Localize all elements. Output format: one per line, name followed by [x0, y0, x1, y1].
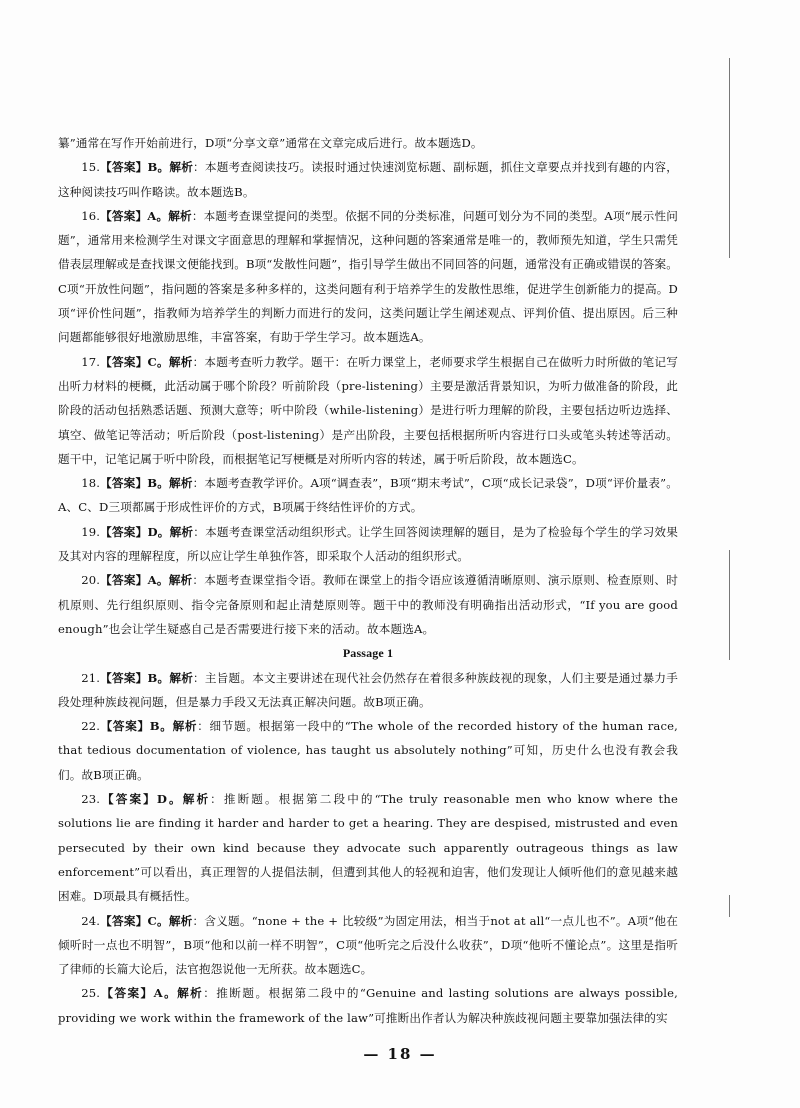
question-number: 17. — [81, 354, 101, 369]
explanation-label: 解析 — [169, 524, 194, 539]
answer-label: 【答案】 — [100, 354, 148, 369]
explanation-text: ：本题考查教学评价。A项“调查表”，B项“期末考试”，C项“成长记录袋”，D项“评价量表”。A、C、D三项都属于形成性评价的方式，B项属于终结性评价的方式。 — [58, 476, 678, 515]
answer-letter: B。 — [147, 670, 170, 685]
question-number: 25. — [81, 986, 101, 1001]
question-number: 16. — [81, 208, 101, 223]
answer-paragraph — [58, 568, 678, 641]
explanation-text: ：本题考查课堂指令语。教师在课堂上的指令语应该遵循清晰原则、演示原则、检查原则、时机原则、先行组织原则、指令完备原则和起止清楚原则等。题干中的教师没有明确指出活动形式，“If you are good enough”也会让学生疑惑自己是否需要进行接下来的活动。故本题选A。 — [58, 573, 679, 636]
answer-label: 【答案】 — [100, 160, 148, 175]
page-number: — 18 — — [363, 1045, 437, 1063]
explanation-text: ：本题考查阅读技巧。读报时通过快速浏览标题、副标题，抓住文章要点并找到有趣的内容，这种阅读技巧叫作略读。故本题选B。 — [58, 160, 679, 199]
answer-label: 【答案】 — [100, 986, 154, 1001]
answer-letter: A。 — [147, 573, 169, 588]
explanation-label: 解析 — [169, 670, 194, 685]
question-number: 18. — [81, 476, 101, 491]
answer-paragraph — [58, 787, 678, 908]
question-number: 20. — [81, 573, 101, 588]
answer-paragraph — [58, 155, 678, 204]
answer-paragraph — [58, 350, 678, 471]
question-number: 15. — [81, 160, 101, 175]
explanation-text: ：本题考查听力教学。题干：在听力课堂上，老师要求学生根据自己在做听力时所做的笔记写出听力材料的梗概，此活动属于哪个阶段？听前阶段（pre-listening）主要是激活背景知识，为听力做准备的阶段，此阶段的活动包括熟悉话题、预测大意等；听中阶段（while-listening）是进行听力理解的阶段，主要包括边听边选择、填空、做笔记等活动；听后阶段（post-listening）是产出阶段，主要包括根据所听内容进行口头或笔头转述等活动。题干中，记笔记属于听中阶段，而根据笔记写梗概是对所听内容的转述，属于听后阶段，故本题选C。 — [58, 354, 678, 466]
answer-paragraph — [58, 204, 678, 350]
explanation-label: 解析 — [172, 719, 198, 734]
answer-letter: D。 — [147, 524, 170, 539]
explanation-text: ：细节题。根据第一段中的“The whole of the recorded history of the human race, that tedious documentation of violence, has taught us absolutely nothing”可知，历史什么也没有教会我们。故B项正确。 — [58, 719, 678, 782]
margin-line-lower — [729, 895, 730, 917]
answer-letter: A。 — [147, 208, 169, 223]
explanation-label: 解析 — [168, 573, 193, 588]
explanation-text: ：本题考查课堂提问的类型。依据不同的分类标准，问题可划分为不同的类型。A项“展示性问题”，通常用来检测学生对课文字面意思的理解和掌握情况，这种问题的答案通常是唯一的，教师预先知道，学生只需凭借表层理解或是查找课文便能找到。B项“发散性问题”，指引导学生做出不同回答的问题，通常没有正确或错误的答案。C项“开放性问题”，指问题的答案是多种多样的，这类问题有利于培养学生的发散性思维，促进学生创新能力的提高。D项“评价性问题”，指教师为培养学生的判断力而进行的发问，这类问题让学生阐述观点、评判价值、提出原因。后三种问题都能够很好地激励思维，丰富答案，有助于学生学习。故本题选A。 — [58, 208, 678, 345]
question-number: 24. — [81, 913, 101, 928]
explanation-label: 解析 — [169, 476, 193, 491]
answer-letter: C。 — [147, 913, 169, 928]
explanation-text: ：推断题。根据第二段中的“The truly reasonable men who know where the solutions lie are finding it harder and harder to get a hearing. They are despised, mistrusted and even persecuted by their own kind because they advocate such apparently outrageous things as law enforcement”可以看出，真正理智的人提倡法制，但遭到其他人的轻视和迫害，他们发现让人倾听他们的意见越来越困难。D项最具有概括性。 — [58, 792, 678, 904]
explanation-text: ：推断题。根据第二段中的“Genuine and lasting solutions are always possible, providing we work within the framework of the law”可推断出作者认为解决种族歧视问题主要靠加强法律的实 — [58, 986, 678, 1025]
explanation-text: ：本题考查课堂活动组织形式。让学生回答阅读理解的题目，是为了检验每个学生的学习效果及其对内容的理解程度，所以应让学生单独作答，即采取个人活动的组织形式。 — [58, 524, 678, 564]
question-number: 23. — [81, 792, 101, 807]
continuation-paragraph: 纂”通常在写作开始前进行，D项“分享文章”通常在文章完成后进行。故本题选D。 — [58, 136, 483, 150]
explanation-text: ：主旨题。本文主要讲述在现代社会仍然存在着很多种族歧视的现象，人们主要是通过暴力手段处理种族歧视问题，但是暴力手段又无法真正解决问题。故B项正确。 — [58, 670, 679, 709]
question-number: 19. — [81, 524, 101, 539]
answer-label: 【答案】 — [100, 913, 148, 928]
explanation-label: 解析 — [182, 792, 211, 807]
answer-label: 【答案】 — [100, 573, 148, 588]
margin-line-middle — [729, 550, 730, 660]
answer-letter: B。 — [147, 160, 170, 175]
answer-label: 【答案】 — [100, 524, 148, 539]
explanation-label: 解析 — [168, 354, 193, 369]
answer-paragraph — [58, 909, 678, 982]
answer-letter: B。 — [147, 476, 170, 491]
explanation-text: ：含义题。“none + the + 比较级”为固定用法，相当于not at all“一点儿也不”。A项“他在倾听时一点也不明智”，B项“他和以前一样不明智”，C项“他听完之后没什么收获”，D项“他听不懂论点”。这里是指听了律师的长篇大论后，法官抱怨说他一无所获。故本题选C。 — [58, 913, 678, 977]
answer-paragraph — [58, 520, 678, 569]
answer-label: 【答案】 — [100, 476, 148, 491]
answer-paragraph — [58, 714, 678, 787]
answer-letter: C。 — [147, 354, 169, 369]
explanation-label: 解析 — [177, 986, 204, 1001]
question-number: 21. — [81, 670, 101, 685]
answer-paragraph — [58, 981, 678, 1030]
margin-line-upper — [729, 58, 730, 258]
answer-letter: A。 — [153, 986, 178, 1001]
explanation-label: 解析 — [169, 160, 194, 175]
question-number: 22. — [81, 719, 101, 734]
answer-paragraph — [58, 471, 678, 520]
answer-paragraph — [58, 666, 678, 715]
passage-heading: Passage 1 — [342, 646, 394, 661]
explanation-label: 解析 — [168, 208, 192, 223]
answer-letter: B。 — [149, 719, 173, 734]
answer-label: 【答案】 — [100, 719, 150, 734]
explanation-label: 解析 — [168, 913, 193, 928]
answer-label: 【答案】 — [100, 792, 157, 807]
answer-label: 【答案】 — [100, 670, 148, 685]
answer-text-block — [58, 131, 678, 1030]
answer-label: 【答案】 — [100, 208, 148, 223]
answer-letter: D。 — [156, 792, 183, 807]
